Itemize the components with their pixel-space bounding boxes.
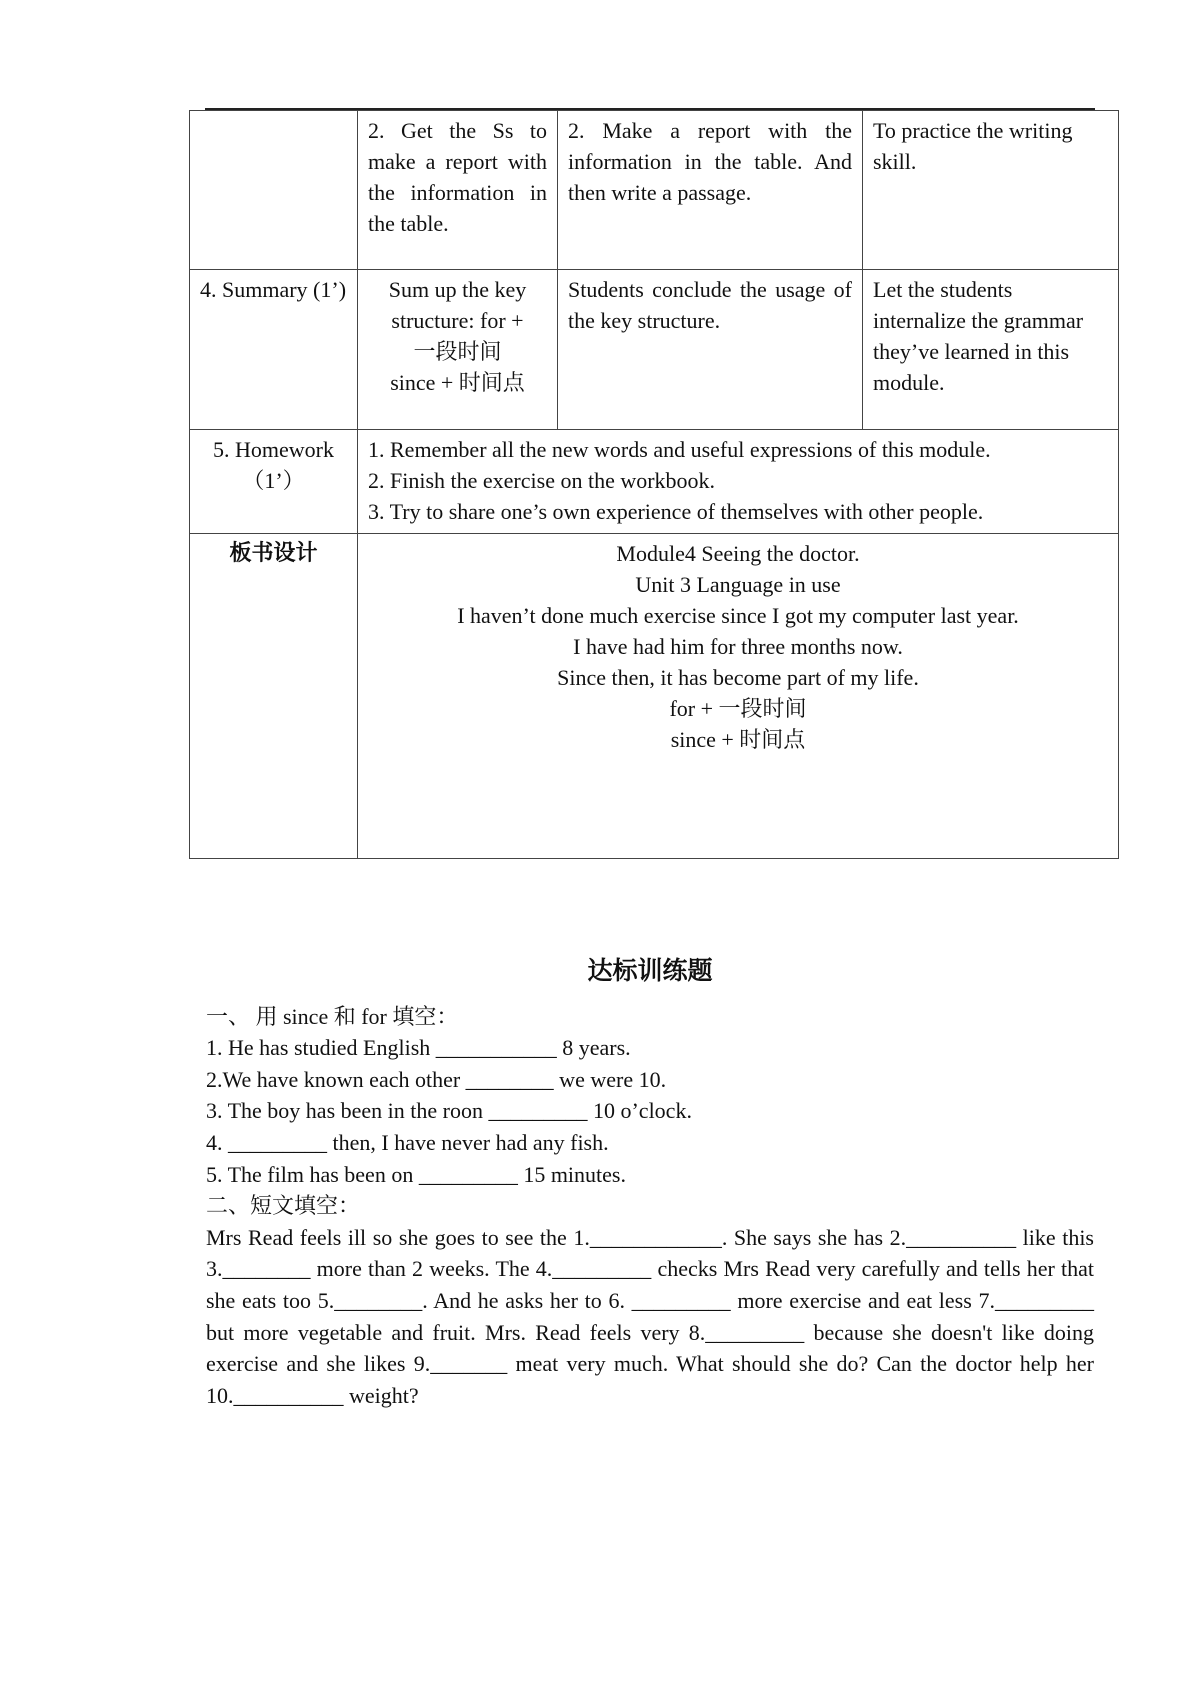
board-line: I haven’t done much exercise since I got my computer last year. bbox=[457, 603, 1019, 628]
board-line: for + 一段时间 bbox=[669, 696, 807, 721]
exercise-item: 5. The film has been on _________ 15 minutes. bbox=[206, 1161, 626, 1187]
homework-stage-label: 5. Homework bbox=[213, 437, 334, 462]
part1-heading: 一、 用 since 和 for 填空： bbox=[206, 1003, 459, 1029]
exercise-item: 4. _________ then, I have never had any fish. bbox=[206, 1129, 609, 1155]
lesson-plan-table bbox=[189, 110, 1119, 859]
teacher-activity-cell: 2. Get the Ss to make a report with the information in the table. bbox=[358, 111, 558, 270]
board-line: Unit 3 Language in use bbox=[635, 572, 841, 597]
summary-line: Sum up the key bbox=[388, 277, 527, 302]
homework-item: 2. Finish the exercise on the workbook. bbox=[368, 468, 716, 493]
cloze-paragraph: Mrs Read feels ill so she goes to see the 1.____________. She says she has 2.__________ like this 3.________ more than 2 weeks. The 4._________ checks Mrs Read very carefully and tells her that she eats too 5.________. And he asks her to 6. _________ more exercise and eat less 7._________ but more vegetable and fruit. Mrs. Read feels very 8._________ because she doesn't like doing exercise and she likes 9._______ meat very much. What should she do? Can the doctor help her 10.__________ weight? bbox=[206, 1224, 1094, 1408]
homework-items-cell bbox=[358, 430, 1119, 534]
homework-item: 1. Remember all the new words and useful expressions of this module. bbox=[368, 437, 991, 462]
summary-line: since + 时间点 bbox=[390, 370, 525, 395]
student-activity-cell: 2. Make a report with the information in the table. And then write a passage. bbox=[558, 111, 863, 270]
board-line: Since then, it has become part of my life. bbox=[557, 665, 919, 690]
table-row bbox=[190, 534, 1119, 859]
exercise-section bbox=[206, 955, 1094, 1411]
exercise-title: 达标训练题 bbox=[587, 956, 713, 985]
part2-heading: 二、短文填空： bbox=[206, 1193, 361, 1219]
stage-cell bbox=[190, 430, 358, 534]
exercise-item: 1. He has studied English ___________ 8 years. bbox=[206, 1035, 631, 1061]
exercise-item: 2.We have known each other ________ we were 10. bbox=[206, 1066, 667, 1092]
summary-line: 一段时间 bbox=[413, 339, 502, 364]
table-row bbox=[190, 270, 1119, 430]
homework-duration: （1’） bbox=[242, 468, 305, 493]
homework-item: 3. Try to share one’s own experience of themselves with other people. bbox=[368, 499, 984, 524]
exercise-item: 3. The boy has been in the roon _________ 10 o’clock. bbox=[206, 1098, 692, 1124]
board-line: since + 时间点 bbox=[670, 727, 806, 752]
purpose-cell: To practice the writing skill. bbox=[863, 111, 1119, 270]
summary-line: structure: for + bbox=[391, 308, 524, 333]
board-line: Module4 Seeing the doctor. bbox=[616, 541, 860, 566]
stage-cell bbox=[190, 111, 358, 270]
board-line: I have had him for three months now. bbox=[573, 634, 903, 659]
student-activity-cell: Students conclude the usage of the key structure. bbox=[558, 270, 863, 430]
board-design-label: 板书设计 bbox=[190, 534, 358, 859]
board-design-cell bbox=[358, 534, 1119, 859]
teacher-activity-cell bbox=[358, 270, 558, 430]
table-row bbox=[190, 430, 1119, 534]
stage-cell: 4. Summary (1’) bbox=[190, 270, 358, 430]
purpose-cell: Let the students internalize the grammar they’ve learned in this module. bbox=[863, 270, 1119, 430]
table-row bbox=[190, 111, 1119, 270]
